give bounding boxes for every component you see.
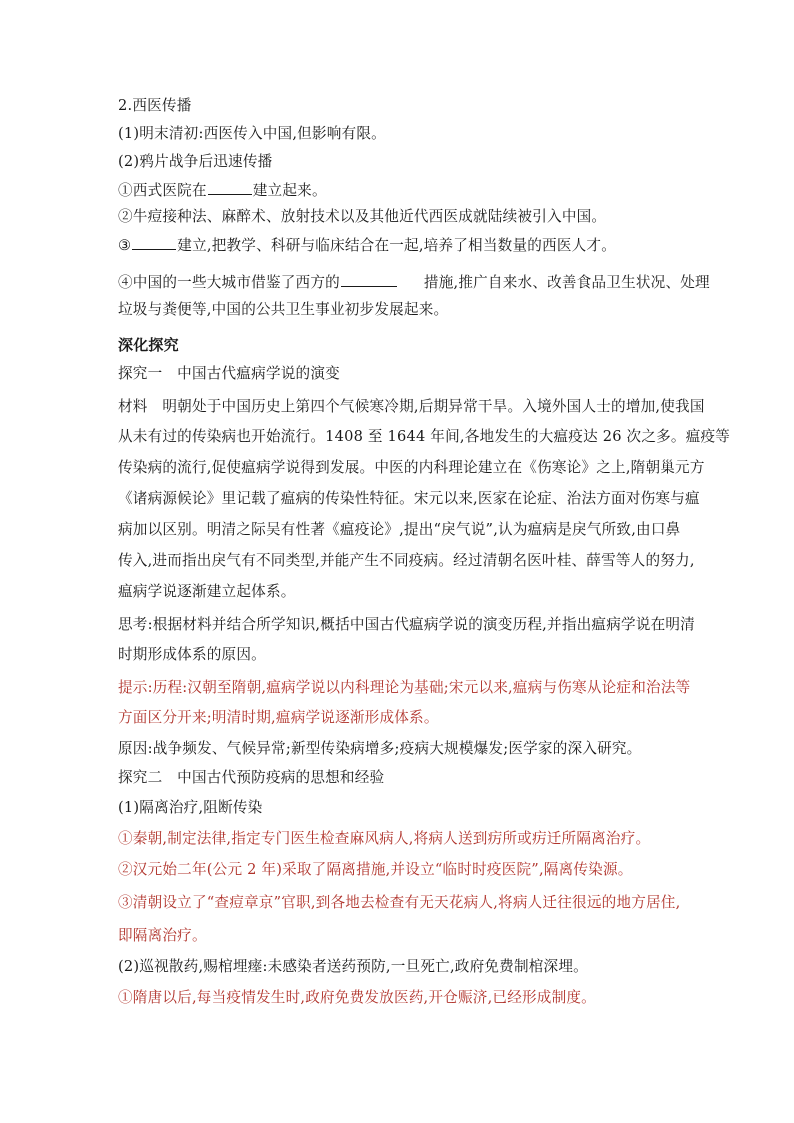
question-line: 时期形成体系的原因。: [118, 646, 266, 663]
section-heading: 2.西医传播: [118, 97, 192, 114]
material-line: 病加以区别。明清之际吴有性著《瘟疫论》,提出“戾气说”,认为瘟病是戾气所致,由口鼻: [118, 521, 681, 538]
text-line: (1)明末清初:西医传入中国,但影响有限。: [118, 125, 386, 142]
answer-line: ②汉元始二年(公元 2 年)采取了隔离措施,并设立“临时时疫医院”,隔离传染源。: [118, 861, 633, 878]
answer-line: 即隔离治疗。: [118, 927, 207, 944]
material-line: 瘟病学说逐渐建立起体系。: [118, 583, 296, 600]
answer-line: ①隋唐以后,每当疫情发生时,政府免费发放医药,开仓赈济,已经形成制度。: [118, 989, 596, 1006]
question-line: 思考:根据材料并结合所学知识,概括中国古代瘟病学说的演变历程,并指出瘟病学说在明清: [118, 616, 695, 633]
subsection-title: 探究二 中国古代预防疫病的思想和经验: [118, 769, 385, 786]
material-line: 传染病的流行,促使瘟病学说得到发展。中医的内科理论建立在《伤寒论》之上,隋朝巢元方: [118, 459, 705, 476]
subsection-title: 探究一 中国古代瘟病学说的演变: [118, 365, 340, 382]
text-line: (2)鸦片战争后迅速传播: [118, 153, 273, 170]
fill-blank-line: [118, 272, 710, 293]
hint-line: 方面区分开来;明清时期,瘟病学说逐渐形成体系。: [118, 709, 439, 726]
material-line: 传入,进而指出戾气有不同类型,并能产生不同疫病。经过清朝名医叶桂、薛雪等人的努力,: [118, 552, 695, 569]
hint-line: 提示:历程:汉朝至隋朝,瘟病学说以内科理论为基础;宋元以来,瘟病与伤寒从论症和治法等: [118, 679, 691, 696]
reason-line: 原因:战争频发、气候异常;新型传染病增多;疫病大规模爆发;医学家的深入研究。: [118, 740, 642, 757]
fill-blank-line: [118, 235, 616, 256]
text-segment: 措施,推广自来水、改善食品卫生状况、处理: [423, 274, 710, 291]
answer-blank: [208, 180, 252, 195]
text-segment: ①西式医院在: [118, 182, 207, 199]
text-segment: 建立起来。: [252, 182, 327, 199]
material-line: 材料 明朝处于中国历史上第四个气候寒冷期,后期异常干旱。入境外国人士的增加,使我国: [118, 398, 705, 415]
text-segment: ③: [118, 237, 132, 254]
section-title: 深化探究: [118, 336, 179, 354]
answer-blank: [132, 235, 176, 250]
material-line: 从未有过的传染病也开始流行。1408 至 1644 年间,各地发生的大瘟疫达 26 次之多。瘟疫等: [118, 428, 731, 445]
fill-blank-line: [118, 180, 327, 201]
material-line: 《诸病源候论》里记载了瘟病的传染性特征。宋元以来,医家在论症、治法方面对伤寒与瘟: [118, 490, 700, 507]
text-line: 垃圾与粪便等,中国的公共卫生事业初步发展起来。: [118, 301, 449, 318]
answer-line: ③清朝设立了“查痘章京”官职,到各地去检查有无天花病人,将病人迁往很远的地方居住,: [118, 894, 681, 911]
text-segment: ④中国的一些大城市借鉴了西方的: [118, 274, 340, 291]
text-segment: 建立,把教学、科研与临床结合在一起,培养了相当数量的西医人才。: [177, 237, 616, 254]
text-line: (2)巡视散药,赐棺埋瘗:未感染者送药预防,一旦死亡,政府免费制棺深埋。: [118, 958, 588, 975]
answer-blank: [341, 272, 397, 287]
text-line: ②牛痘接种法、麻醉术、放射技术以及其他近代西医成就陆续被引入中国。: [118, 208, 607, 225]
text-line: (1)隔离治疗,阻断传染: [118, 799, 263, 816]
answer-line: ①秦朝,制定法律,指定专门医生检查麻风病人,将病人送到疠所或疠迁所隔离治疗。: [118, 830, 651, 847]
